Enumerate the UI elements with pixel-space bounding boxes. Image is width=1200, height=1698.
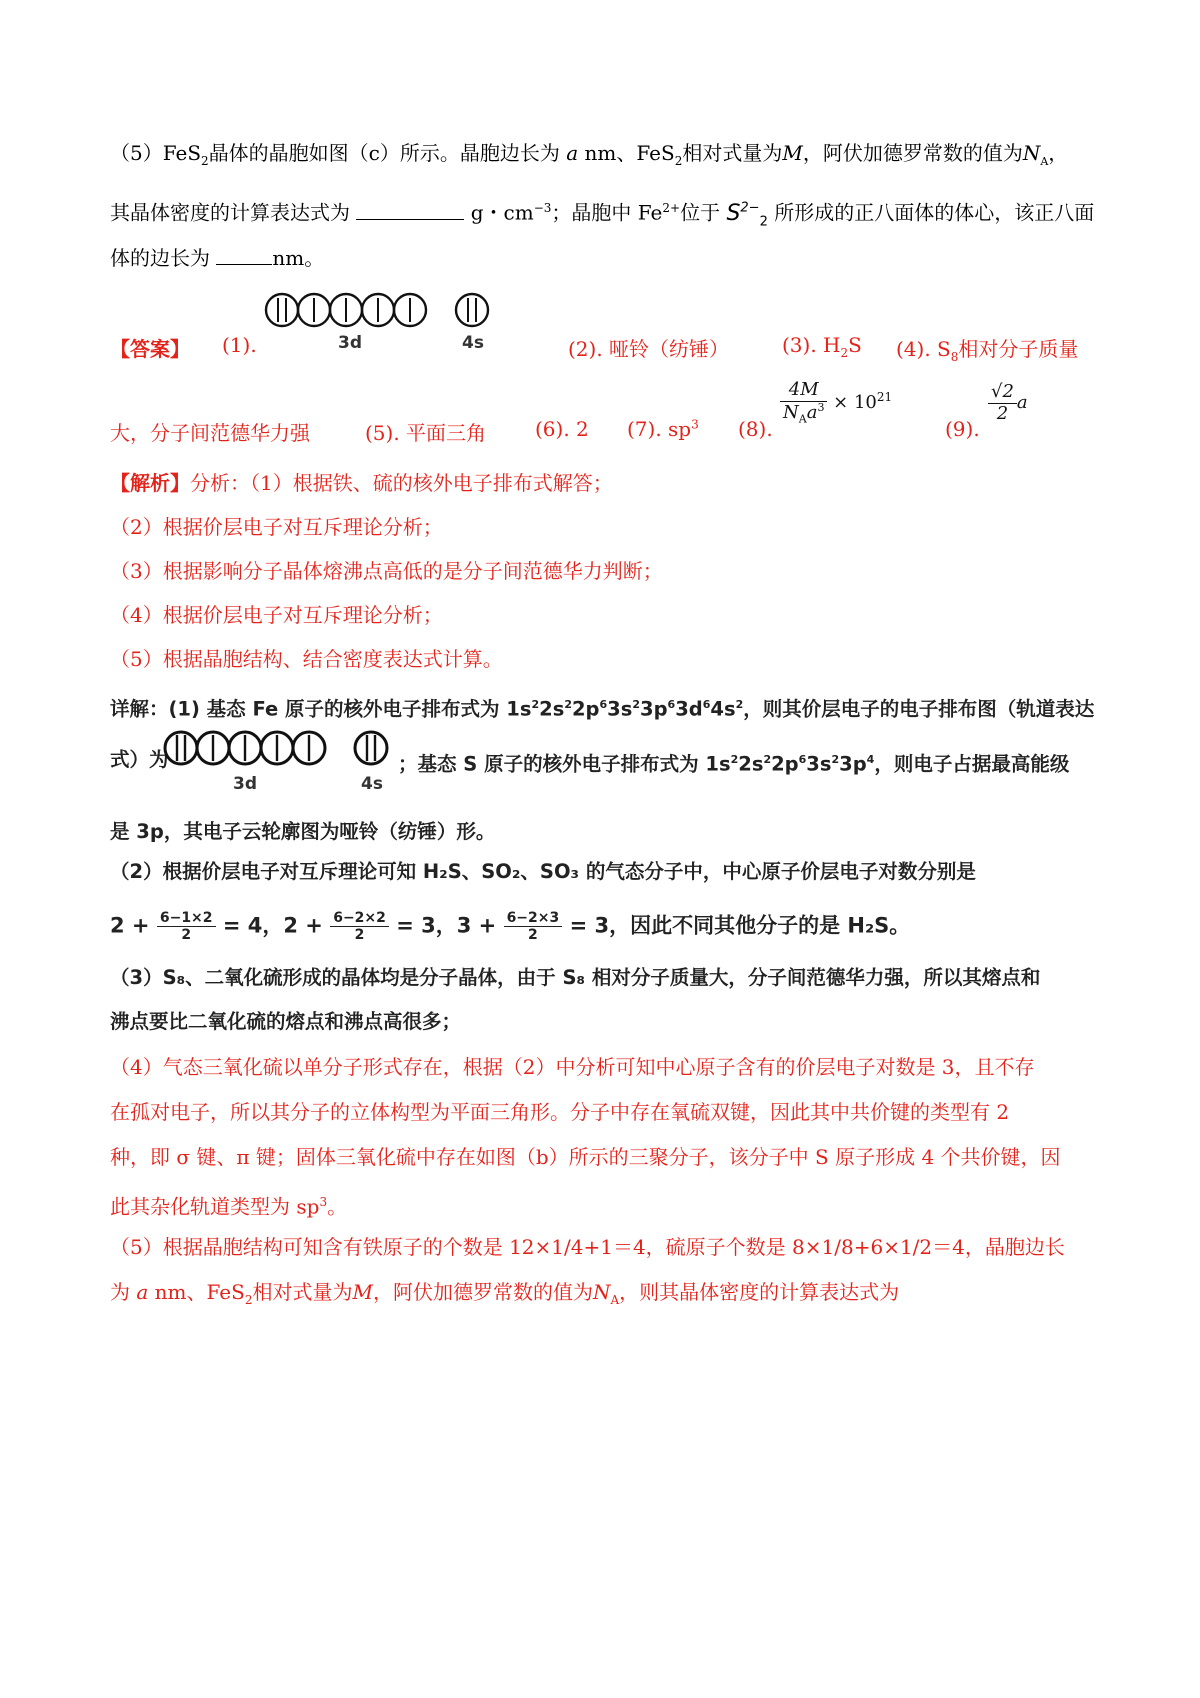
orbital-label-4s: 4s: [462, 333, 484, 353]
analysis-line-1: 【解析】分析：（1）根据铁、硫的核外电子排布式解答；: [110, 471, 613, 495]
detail-line-11: 此其杂化轨道类型为 $sp^3$。: [110, 1194, 348, 1219]
answer-label: 【答案】: [110, 337, 190, 361]
analysis-line-4: （4）根据价层电子对互斥理论分析；: [110, 603, 443, 627]
detail-line-10: 种，即 σ 键、π 键；固体三氧化硫中存在如图（b）所示的三聚分子，该分子中 S 原子形成 4 个共价键，因: [110, 1145, 1061, 1169]
analysis-line-5: （5）根据晶胞结构、结合密度表达式计算。: [110, 647, 503, 671]
detail-line-1: 详解：(1) 基态 Fe 原子的核外电子排布式为 $1s^22s^22p^63s^23p^63d^64s^2$，则其价层电子的电子排布图（轨道表达: [110, 697, 1095, 721]
detail-line-7: 沸点要比二氧化硫的熔点和沸点高很多；: [110, 1010, 462, 1033]
answer-item-7: (7). $sp^3$: [627, 417, 699, 441]
orbital-label-3d: 3d: [338, 333, 362, 353]
detail-line-6: （3）S₈、二氧化硫形成的晶体均是分子晶体，由于 S₈ 相对分子质量大，分子间范德华力强，所以其熔点和: [110, 966, 1041, 989]
answer-item-9: (9).: [945, 417, 980, 441]
detail-line-9: 在孤对电子，所以其分子的立体构型为平面三角形。分子中存在氧硫双键，因此其中共价键的类型有 2: [110, 1100, 1010, 1124]
detail-line-2-prefix: 式）为: [110, 748, 169, 771]
orbital-diagram-detail: [163, 726, 403, 794]
answer-item-2: (2). 哑铃（纺锤）: [568, 337, 730, 361]
answer-item-6: (6). 2: [535, 417, 589, 441]
answer-item-4: (4). $S_8$相对分子质量: [896, 337, 1079, 364]
detail-line-3: 是 3p，其电子云轮廓图为哑铃（纺锤）形。: [110, 820, 496, 843]
detail-line-2: ；基态 S 原子的核外电子排布式为 $1s^22s^22p^63s^23p^4$，则电子占据最高能级: [398, 752, 1070, 776]
analysis-line-2: （2）根据价层电子对互斥理论分析；: [110, 515, 443, 539]
answer-item-3: (3). $H_2S$: [782, 333, 862, 360]
detail-equation-line: 2 + $\frac{6-1\times 2}{2}$ = 4，2 + $\frac{6-2\times 2}{2}$ = 3，3 + $\frac{6-2\times 3}{2}$ = 3，因此不同其他分子的是 H₂S。: [110, 910, 911, 944]
answer-item-8: (8).: [738, 417, 773, 441]
answer-blank: [216, 246, 272, 265]
answer-item-4-cont: 大，分子间范德华力强: [110, 421, 310, 445]
density-expression: $\frac{4M}{N_Aa^3}$ × $10^{21}$: [780, 380, 892, 426]
question-line-1: （5）FeS$_2$晶体的晶胞如图（c）所示。晶胞边长为 a nm、FeS$_2$相对式量为M，阿伏加德罗常数的值为$N_A$，: [110, 141, 1069, 168]
analysis-line-3: （3）根据影响分子晶体熔沸点高低的是分子间范德华力判断；: [110, 559, 663, 583]
answer-item-5: (5). 平面三角: [365, 421, 487, 445]
orbital-label-3d: 3d: [233, 774, 257, 794]
orbital-label-4s: 4s: [361, 774, 383, 794]
detail-line-8: （4）气态三氧化硫以单分子形式存在，根据（2）中分析可知中心原子含有的价层电子对数是 3，且不存: [110, 1055, 1035, 1079]
s2-2-ion: $S^{2-}_2$: [726, 200, 768, 230]
orbital-diagram-answer: [262, 290, 492, 354]
question-line-3: 体的边长为 nm。: [110, 246, 325, 270]
answer-blank: [356, 201, 464, 220]
answer-item-1: (1).: [222, 333, 257, 357]
question-line-2: 其晶体密度的计算表达式为 g・$cm^{-3}$；晶胞中 $Fe^{2+}$位于 $S^{2-}_2$ 所形成的正八面体的体心，该正八面: [110, 200, 1095, 230]
detail-line-13: 为 a nm、FeS$_2$相对式量为M，阿伏加德罗常数的值为$N_A$，则其晶体密度的计算表达式为: [110, 1280, 900, 1307]
edge-expression: $\frac{√2}{2}$ a: [988, 382, 1028, 424]
detail-line-4: （2）根据价层电子对互斥理论可知 H₂S、SO₂、SO₃ 的气态分子中，中心原子价层电子对数分别是: [110, 860, 976, 883]
detail-line-12: （5）根据晶胞结构可知含有铁原子的个数是 12×1/4+1＝4，硫原子个数是 8×1/8+6×1/2＝4，晶胞边长: [110, 1235, 1065, 1259]
